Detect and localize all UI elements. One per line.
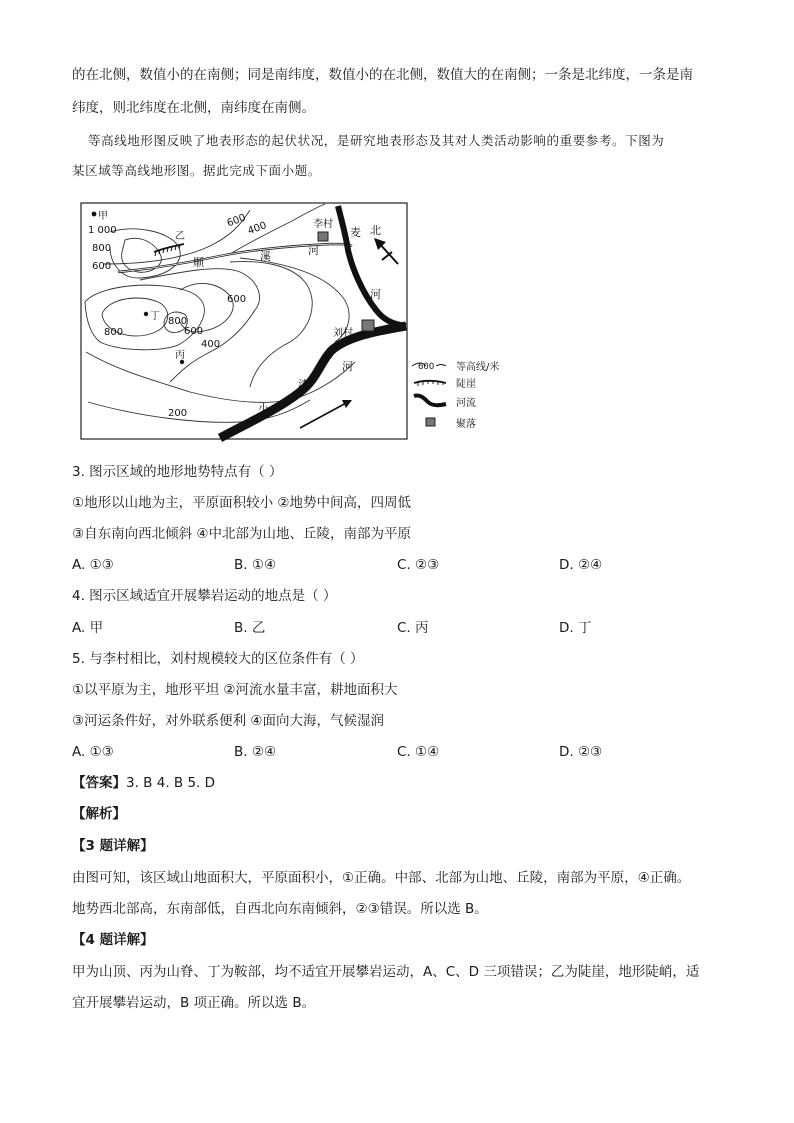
label-ding: 丁	[150, 311, 160, 322]
contour-map	[80, 202, 410, 442]
legend-contour: 等高线/米	[456, 362, 500, 373]
contour-label: 800	[168, 316, 188, 327]
option-b[interactable]: B. 乙	[234, 620, 266, 636]
option-d[interactable]: D. ②③	[559, 744, 603, 760]
answer-label: 【答案】	[72, 775, 126, 791]
q3-statement: ③自东南向西北倾斜 ④中北部为山地、丘陵，南部为平原	[72, 526, 411, 542]
contour-label: 200	[168, 408, 188, 419]
settlement-licun	[318, 232, 328, 241]
answer-line	[72, 774, 215, 792]
option-a[interactable]: A. 甲	[72, 620, 104, 636]
option-a[interactable]: A. ①③	[72, 557, 114, 573]
point-jia	[92, 212, 97, 217]
detail4-text: 甲为山顶、丙为山脊、丁为鞍部，均不适宜开展攀岩运动，A、C、D 三项错误；乙为陡崖，地形陡峭，适	[72, 964, 700, 980]
label-jia: 甲	[98, 211, 108, 222]
river-char: 麦	[350, 226, 361, 239]
option-c[interactable]: C. ②③	[397, 557, 440, 573]
text-line: 纬度，则北纬度在北侧，南纬度在南侧。	[72, 100, 315, 116]
intro-line: 某区域等高线地形图。据此完成下面小题。	[72, 163, 321, 178]
river-char: 河	[342, 360, 353, 373]
label-yi: 乙	[175, 231, 185, 242]
option-b[interactable]: B. ①④	[234, 557, 277, 573]
option-c[interactable]: C. 丙	[397, 620, 429, 636]
detail3-title: 【3 题详解】	[72, 838, 154, 854]
river-char: 清	[298, 378, 309, 391]
option-d[interactable]: D. ②④	[559, 557, 603, 573]
option-b[interactable]: B. ②④	[234, 744, 277, 760]
contour-label: 800	[92, 243, 112, 254]
river-char: 河	[308, 244, 319, 257]
q5-statement: ③河运条件好，对外联系便利 ④面向大海，气候湿润	[72, 713, 384, 729]
q5-statement: ①以平原为主，地形平坦 ②河流水量丰富，耕地面积大	[72, 682, 398, 698]
label-licun: 李村	[313, 219, 333, 230]
option-a[interactable]: A. ①③	[72, 744, 114, 760]
analysis-label: 【解析】	[72, 806, 126, 822]
settlement-liucun	[362, 320, 374, 331]
q3-statement: ①地形以山地为主，平原面积较小 ②地势中间高，四周低	[72, 495, 411, 511]
legend-contour-value: 600	[418, 362, 435, 372]
detail4-title: 【4 题详解】	[72, 932, 154, 948]
contour-label: 400	[246, 220, 269, 238]
north-label: 北	[370, 224, 381, 237]
legend-cliff: 陡崖	[456, 379, 476, 390]
legend-settlement: 聚落	[456, 419, 476, 430]
label-liucun: 刘村	[333, 328, 353, 339]
legend-river: 河流	[456, 398, 476, 409]
q3-stem: 3. 图示区域的地形地势特点有（ ）	[72, 464, 283, 480]
river-char: 小	[258, 402, 269, 415]
point-ding	[144, 312, 148, 316]
river-char: 溪	[260, 250, 271, 263]
detail4-text: 宜开展攀岩运动，B 项正确。所以选 B。	[72, 995, 316, 1011]
contour-label: 800	[104, 327, 124, 338]
river-char: 顺	[193, 256, 204, 269]
detail3-text: 由图可知，该区域山地面积大，平原面积小，①正确。中部、北部为山地、丘陵，南部为平原，④正确。	[72, 870, 691, 886]
option-c[interactable]: C. ①④	[397, 744, 440, 760]
q5-stem: 5. 与李村相比，刘村规模较大的区位条件有（ ）	[72, 651, 364, 667]
contour-label: 600	[227, 294, 247, 305]
q4-stem: 4. 图示区域适宜开展攀岩运动的地点是（ ）	[72, 588, 337, 604]
answer-text: 3. B 4. B 5. D	[126, 775, 216, 791]
option-d[interactable]: D. 丁	[559, 620, 592, 636]
contour-label: 600	[92, 261, 112, 272]
map-legend	[410, 356, 520, 432]
contour-label: 600	[225, 212, 248, 230]
contour-label: 400	[201, 339, 221, 350]
detail3-text: 地势西北部高，东南部低，自西北向东南倾斜，②③错误。所以选 B。	[72, 901, 488, 917]
label-bing: 丙	[175, 350, 185, 361]
contour-label: 600	[184, 326, 204, 337]
river-char: 河	[370, 288, 381, 301]
intro-line: 等高线地形图反映了地表形态的起伏状况，是研究地表形态及其对人类活动影响的重要参考。下图为	[88, 133, 665, 148]
contour-label: 1 000	[88, 225, 117, 236]
text-line: 的在北侧，数值小的在南侧；同是南纬度，数值小的在北侧，数值大的在南侧；一条是北纬度，一条是南	[72, 67, 693, 83]
